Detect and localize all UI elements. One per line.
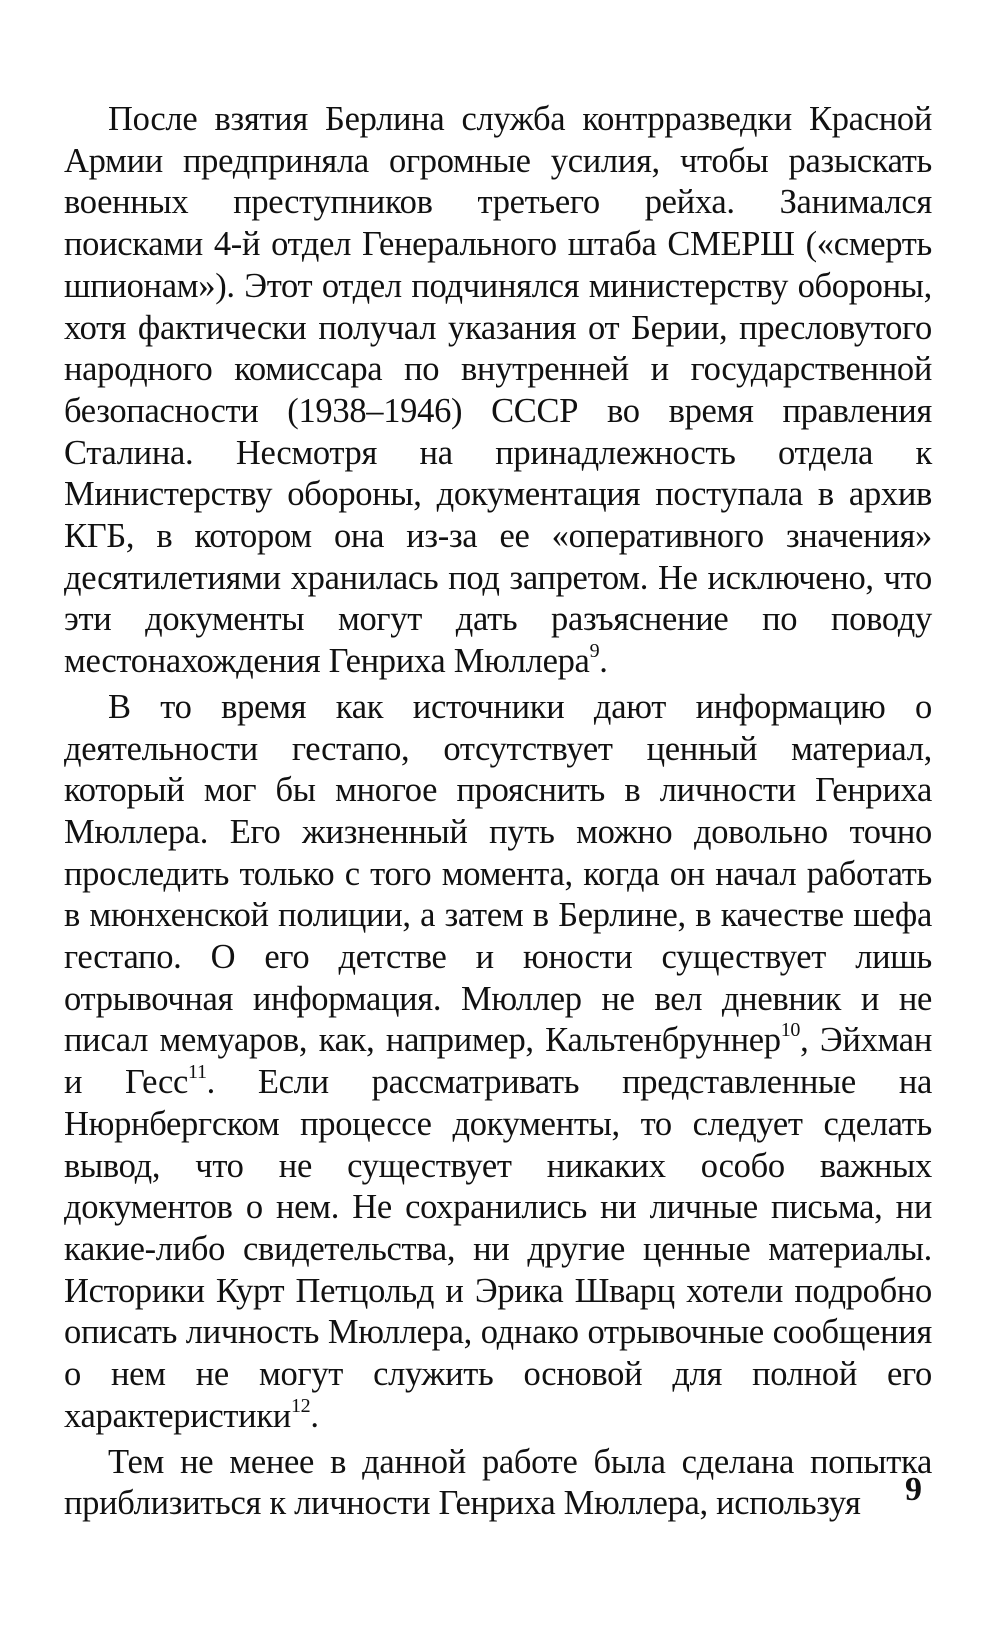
paragraph-1 [64, 99, 932, 683]
paragraph-2-text-3: . Если рассматривать представленные на Нюрнбергском процессе документы, то следует сделать вывод, что не существует никаких особо важных документов о нем. Не сохранились ни личные письма, ни какие-либо свидетельства, ни другие ценные материалы. Историки Курт Петцольд и Эрика Шварц хотели подробно описать личность Мюллера, однако отрывочные сообщения о нем не могут служить основой для полной его характеристики [64, 1063, 933, 1435]
footnote-ref-12: 12 [290, 1394, 311, 1417]
paragraph-2 [64, 687, 932, 1438]
body-text [64, 99, 932, 1529]
footnote-ref-10: 10 [780, 1019, 801, 1042]
paragraph-1-end: . [599, 642, 608, 681]
paragraph-1-text: После взятия Берлина служба контрразведки Красной Армии предприняла огромные усилия, чтобы разыскать военных преступников третьего рейха. Занимался поисками 4-й отдел Генерального штаба СМЕРШ («смерть шпионам»). Этот отдел подчинялся министерству обороны, хотя фактически получал указания от Берии, пресловутого народного комиссара по внутренней и государственной безопасности (1938–1946) СССР во время правления Сталина. Несмотря на принадлежность отдела к Министерству обороны, документация поступала в архив КГБ, в котором она из-за ее «оперативного значения» десятилетиями хранилась под запретом. Не исключено, что эти документы могут дать разъяснение по поводу местонахождения Генриха Мюллера [64, 100, 932, 681]
paragraph-2-end: . [310, 1396, 319, 1435]
paragraph-2-text-2: , Эйхман и Гесс [64, 1021, 932, 1102]
footnote-ref-11: 11 [187, 1061, 207, 1084]
page-number: 9 [905, 1471, 922, 1508]
footnote-ref-9: 9 [589, 640, 600, 663]
paragraph-3-text: Тем не менее в данной работе была сделана попытка приблизиться к личности Генриха Мюллера, используя [64, 1442, 932, 1523]
paragraph-2-text-1: В то время как источники дают информацию о деятельности гестапо, отсутствует ценный материал, который мог бы многое прояснить в личности Генриха Мюллера. Его жизненный путь можно довольно точно проследить только с того момента, когда он начал работать в мюнхенской полиции, а затем в Берлине, в качестве шефа гестапо. О его детстве и юности существует лишь отрывочная информация. Мюллер не вел дневник и не писал мемуаров, как, например, Кальтенбруннер [64, 687, 932, 1060]
paragraph-3 [64, 1442, 932, 1525]
